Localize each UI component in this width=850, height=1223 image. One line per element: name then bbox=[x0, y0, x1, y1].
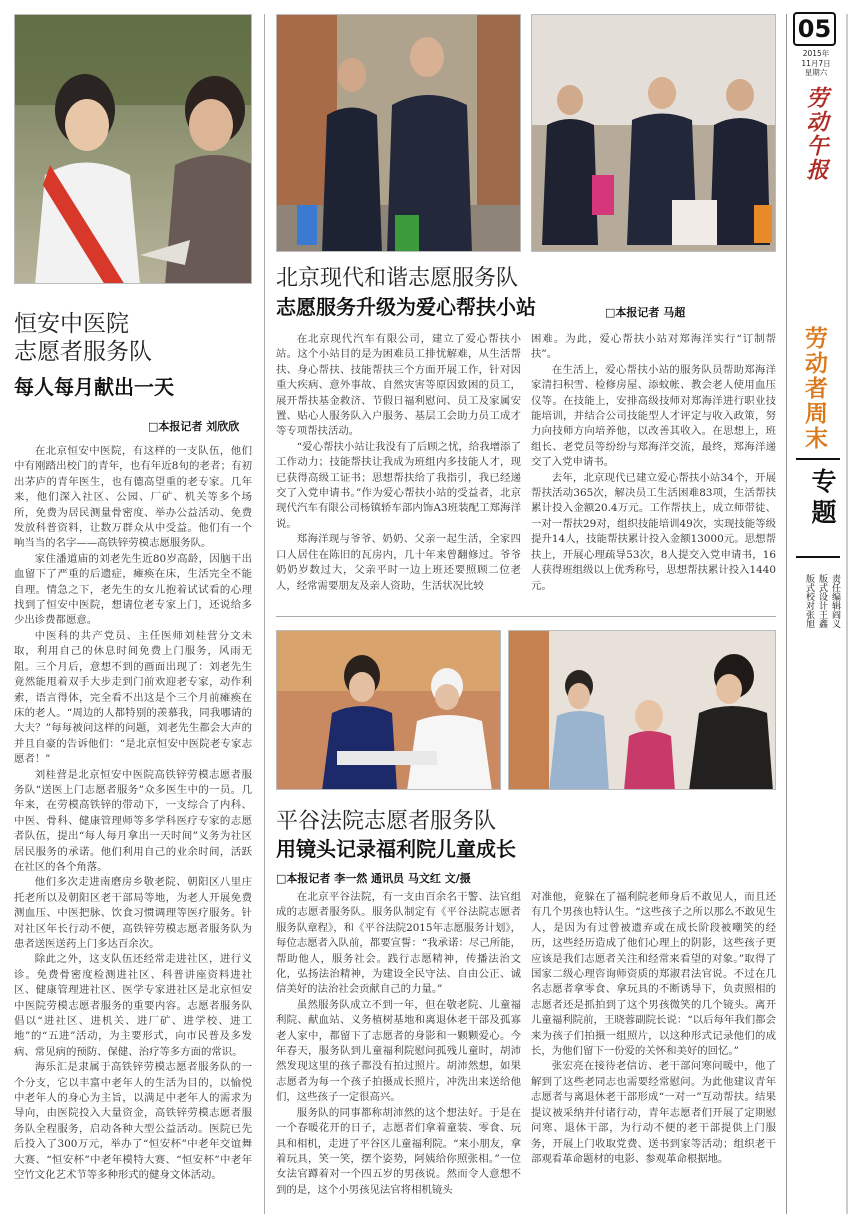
article2-col1 bbox=[276, 332, 521, 604]
article1-byline: □本报记者 刘欣欣 bbox=[148, 420, 240, 433]
article2-paragraph: 去年，北京现代已建立爱心帮扶小站34个，开展帮扶活动365次，解决员工生活困难83项，生活帮扶累计投入金额20.4万元。工作帮扶上，成立师带徒、一对一帮扶29对，组织技能培训49次，实现技能等级提升14人，技能帮扶累计投入金额13000元。思想帮扶上，开展心理疏导53次，8人提交入党申请书，16人获得班组级以上优秀称号，思想帮扶累计投入1440元。 bbox=[531, 471, 776, 592]
column-divider-left bbox=[264, 14, 265, 1214]
article2-byline: □本报记者 马超 bbox=[605, 306, 686, 319]
article1-paragraph: 在北京恒安中医院，有这样的一支队伍，他们中有刚踏出校门的青年，也有年近8旬的老者；有初出茅庐的青年医生，也有德高望重的老专家。几年来，他们深入社区、公园、厂矿、机关等多个场所，免费为居民测量骨密度、举办公益活动、免费发放科普资料，让数万群众从中受益。他们有一个响当当的名字——高铁锌劳模志愿服务队。 bbox=[14, 445, 252, 550]
article2-title-line1: 北京现代和谐志愿服务队 bbox=[276, 266, 519, 291]
article3-paragraph: 服务队的同事都称胡沛然的这个想法好。于是在一个春暖花开的日子，志愿者们拿着童装、零食、玩具和相机，走进了平谷区儿童福利院。“来小朋友，拿着玩具，笑一笑，摆个姿势，阿姨给你照张相。”一位女法官蹲着对一个四五岁的男孩说。然而令人意想不到的是，这个小男孩见法官将相机镜头 bbox=[276, 1106, 521, 1196]
issue-month-day: 11月7日 bbox=[801, 58, 831, 68]
section-sub-box bbox=[796, 458, 840, 558]
staff-credits bbox=[798, 574, 840, 634]
article3-paragraph: 虽然服务队成立不到一年，但在敬老院、儿童福利院、献血站、义务植树基地和离退休老干部及孤寡老人家中，都留下了志愿者的身影和一颗颗爱心。今年春天，服务队到儿童福利院慰问孤残儿童时，胡沛然发现这里的孩子都没有拍过照片。胡沛然想，如果志愿者为每一个孩子拍摄成长照片，冲洗出来送给他们，这些孩子一定很高兴。 bbox=[276, 998, 521, 1104]
photo-welfare-children bbox=[508, 630, 776, 790]
article2-paragraph: 在北京现代汽车有限公司，建立了爱心帮扶小站。这个小站目的是为困难员工排忧解难，从生活帮扶、身心帮扶、技能帮扶三个方面开展工作，针对因重大疾病、意外事故、自然灾害等原因致困的员工，展开帮扶基金救济、节假日福利慰问、员工及家属安置、贴心人服务队入户服务、基层工会助力员工成才等专项帮扶活动。 bbox=[276, 333, 521, 438]
article1-paragraph: 家住潘道庙的刘老先生近80岁高龄，因脑干出血留下了严重的后遗症，瘫痪在床，生活完全不能自理。情急之下，老先生的女儿抱着试试看的心理找到了恒安中医院，想请位老专家上门，还说给多少出诊费都愿意。 bbox=[14, 552, 252, 627]
article1-headline: 每人每月献出一天 bbox=[14, 375, 174, 399]
issue-date bbox=[788, 49, 844, 78]
article1-title-line1: 恒安中医院 bbox=[14, 311, 129, 337]
article2-paragraph: 在生活上，爱心帮扶小站的服务队员帮助郑海洋家清扫积雪、检修房屋、添蚊帐、教会老人使用血压仪等。在技能上，安排高级技师对郑海洋进行职业技能培训，并结合公司技能型人才评定与收入政策，努力向技师方向培养他，以改善其收入。在思想上，班组长、老党员等纷纷与郑海洋交流，最终，郑海洋递交了入党申请书。 bbox=[531, 363, 776, 469]
page-divider-right bbox=[846, 14, 848, 1214]
right-divider bbox=[786, 14, 787, 1214]
photo-doctor-consulting-elder bbox=[14, 14, 252, 284]
article2-col2 bbox=[531, 332, 776, 604]
article2-paragraph: 困难。为此，爱心帮扶小站对郑海洋实行“订制帮扶”。 bbox=[531, 333, 776, 361]
section-sub: 专题 bbox=[808, 468, 837, 530]
staff-proofreader: 版式校对张旭 bbox=[804, 574, 814, 628]
article1-paragraph: 海乐汇是隶属于高铁锌劳模志愿者服务队的一个分支，它以丰富中老年人的生活为目的，以愉悦中老年人的身心为主旨，以满足中老年人的需求为导向，由医院投入大量资金，高铁锌劳模志愿者服务队全程服务，启动各种大型公益活动。医院已先后投入了300万元，举办了“恒安杯”中老年交谊舞大赛、“恒安杯”中老年模特大赛、“恒安杯”中老年空竹文化艺术节等多种形式的健身文体活动。 bbox=[14, 1061, 252, 1182]
article1-paragraph: 他们多次走进南磨房乡敬老院、朝阳区八里庄托老所以及朝阳区老干部局等地，为老人开展免费测血压、中医把脉、饮食习惯调理等医疗服务。针对社区年长行动不便，高铁锌劳模志愿者服务队为患者送医送药上门多达百余次。 bbox=[14, 876, 252, 950]
photo-volunteers-with-gifts bbox=[531, 14, 776, 252]
article1-title-line2: 志愿者服务队 bbox=[14, 339, 152, 365]
article1-paragraph: 刘桂营是北京恒安中医院高铁锌劳模志愿者服务队“送医上门志愿者服务”众多医生中的一员。几年来，在劳模高铁锌的带动下，一支综合了内科、中医、骨科、健康管理师等多学科医疗专家的志愿者队伍，提出“每人每月拿出一天时间”义务为社区居民服务的承诺。他们利用自己的业余时间，活跃在社区的各个角落。 bbox=[14, 768, 252, 873]
section-divider-mid bbox=[276, 616, 776, 617]
article3-col1 bbox=[276, 890, 521, 1216]
article3-paragraph: 张宏亮在接待老信访、老干部问寒问暖中，他了解到了这些老同志也需要经常慰问。为此他建议青年志愿者与离退休老干部形成“一对一”互动帮扶。结果提议被采纳并付诸行动，青年志愿者们开展了定期慰问寒、退休干部，为行动不便的老干部提供上门服务，开展上门收取党费、送书到家等活动；组织老干部观看革命题材的电影、参观革命根据地。 bbox=[531, 1060, 776, 1165]
article2-headline: 志愿服务升级为爱心帮扶小站 bbox=[276, 295, 536, 319]
article2-paragraph: “爱心帮扶小站让我没有了后顾之忧，给我增添了工作动力；技能帮扶让我成为班组内多技能人才，现已获得高级工证书；思想帮扶给了我指引，我已经递交了入党申请书。”作为爱心帮扶小站的受益者，北京现代汽车有限公司杨镇轿车部内饰A3班装配工郑海洋说。 bbox=[276, 440, 521, 530]
photo-blood-donation bbox=[276, 630, 501, 790]
section-title: 劳动者周末 bbox=[801, 326, 827, 451]
article3-byline: □本报记者 李一然 通讯员 马文红 文/摄 bbox=[276, 872, 471, 885]
issue-year: 2015年 bbox=[802, 49, 830, 58]
photo-volunteers-walking-alley bbox=[276, 14, 521, 252]
article1-paragraph: 中医科的共产党员、主任医师刘桂营分文未取，利用自己的休息时间免费上门服务，风雨无阻。三个月后，意想不到的画面出现了：刘老先生竟然能甩着双手大步走到门前欢迎老专家，动作利索，语言得体，完全看不出这是个三个月前瘫痪在床的老人。“周边的人都特别的羡慕我，同我哪请的大夫？”每每被问这样的问题，刘老先生都会大声的并且自豪的告诉他们：“是北京恒安中医院老专家志愿者！” bbox=[14, 629, 252, 766]
article1-paragraph: 除此之外，这支队伍还经常走进社区，进行义诊。免费骨密度检测进社区、科普讲座资料进社区、健康管理进社区、医学专家进社区是北京恒安中医院劳模志愿者服务的重要内容。志愿者服务队倡以“进社区、进机关、进厂矿、进学校、进工地”的“五进”活动，为主要形式，向市民普及多发病、常见病的预防、保健、治疗等多方面的常识。 bbox=[14, 953, 252, 1058]
page-number-box bbox=[793, 12, 836, 46]
article3-title-line1: 平谷法院志愿者服务队 bbox=[276, 809, 497, 834]
article2-paragraph: 郑海洋现与爷爷、奶奶、父亲一起生活，全家四口人居住在陈旧的瓦房内，几十年来曾翻修过。爷爷奶奶岁数过大，父亲平时一边上班还要照顾二位老人，经常需要朋友及亲人资助，生活状况比较 bbox=[276, 533, 521, 592]
article3-paragraph: 对准他，竟躲在了福利院老师身后不敢见人，而且还有几个男孩也特认生。“这些孩子之所以那么不敢见生人，是因为有过曾被遗弃或在成长阶段被嘲笑的经历，这些经历造成了他们心理上的阴影，这些孩子更应该是我们志愿者关注和经常来看望的对象。”取得了国家二级心理咨询师资质的郑淑君法官说。不过在几名志愿者拿零食、拿玩具的不断诱导下，负责照相的志愿者还是抓拍到了这个男孩微笑的几个镜头。离开儿童福利院前，王晓蓉副院长说：“以后每年我们都会来为孩子们拍摄一组照片，以这种形式记录他们的成长，为他们留下一份爱的关怀和美好的回忆。” bbox=[531, 891, 776, 1058]
staff-editor: 责任编辑阎义 bbox=[830, 574, 840, 628]
page-number: 05 bbox=[797, 15, 832, 43]
article1-body bbox=[14, 444, 252, 1216]
article3-headline: 用镜头记录福利院儿童成长 bbox=[276, 837, 516, 861]
issue-weekday: 星期六 bbox=[804, 68, 828, 77]
article3-paragraph: 在北京平谷法院，有一支由百余名干警、法官组成的志愿者服务队。服务队制定有《平谷法院志愿者服务队章程》，和《平谷法院2015年志愿服务计划》，每位志愿者入队前，都要宣誓：“我承诺：尽己所能，帮助他人，服务社会。践行志愿精神，传播法治文化，弘扬法治精神，为建设全民守法、自由公正、诚信美好的法治社会贡献自己的力量。” bbox=[276, 891, 521, 996]
newspaper-logo: 劳动午报 bbox=[803, 86, 828, 182]
staff-designer: 版式设计王鑫 bbox=[817, 574, 827, 628]
article3-col2 bbox=[531, 890, 776, 1216]
